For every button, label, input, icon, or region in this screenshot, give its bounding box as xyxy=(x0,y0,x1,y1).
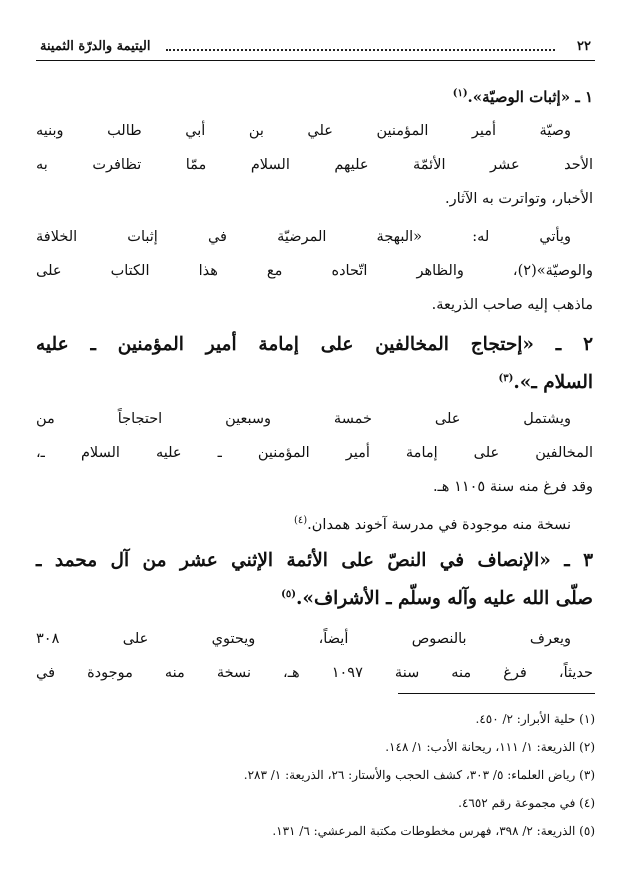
footnote-item: (١) حلية الأبرار: ٢/ ٤٥٠. xyxy=(475,712,595,726)
line-text: ١ ـ «إثبات الوصيّة». xyxy=(467,88,593,106)
line-text: الأخبار، وتواترت به الآثار. xyxy=(445,191,593,207)
text-line xyxy=(36,622,593,656)
line-text: صلّى الله عليه وآله وسلّم ـ الأشراف». xyxy=(295,588,593,609)
text-line xyxy=(36,80,593,114)
footnotes xyxy=(36,705,595,845)
line-text: وصيّة أمير المؤمنين علي بن أبي طالب وبنيه xyxy=(36,123,571,139)
text-line xyxy=(36,436,593,470)
footnote-marker: (١) xyxy=(452,88,468,99)
text-line xyxy=(36,148,593,182)
text-line xyxy=(36,580,593,618)
header-rule xyxy=(36,60,595,61)
header-dot-leader xyxy=(166,49,555,51)
page-number: ٢٢ xyxy=(577,39,591,54)
line-text: والوصيّة»(٢)، والظاهر اتّحاده مع هذا الكتاب على xyxy=(36,263,593,279)
line-text: الأحد عشر الأئمّة عليهم السلام ممّا تظافرت به xyxy=(36,157,593,173)
running-header xyxy=(36,36,595,58)
text-line xyxy=(36,508,593,542)
line-text: نسخة منه موجودة في مدرسة آخوند همدان. xyxy=(307,517,571,533)
line-text: ويشتمل على خمسة وسبعين احتجاجاً من xyxy=(36,411,571,427)
line-text: ويعرف بالنصوص أيضاً، ويحتوي على ٣٠٨ xyxy=(36,631,571,647)
footnote-item: (٤) في مجموعة رقم ٤٦٥٢. xyxy=(458,796,595,810)
footnote-marker: (٥) xyxy=(281,588,296,600)
text-line xyxy=(36,288,593,322)
text-line xyxy=(36,470,593,504)
line-text: ماذهب إليه صاحب الذريعة. xyxy=(431,297,593,313)
text-line xyxy=(36,182,593,216)
line-text: المخالفين على إمامة أمير المؤمنين ـ عليه السلام ـ، xyxy=(36,445,593,461)
footnote-item: (٢) الذريعة: ١/ ١١١، ريحانة الأدب: ١/ ١٤٨. xyxy=(385,740,595,754)
line-text: ٣ ـ «الإنصاف في النصّ على الأئمة الإثني عشر من آل محمد ـ xyxy=(36,550,593,571)
text-line xyxy=(36,220,593,254)
header-title: اليتيمة والدرّة الثمينة xyxy=(40,39,151,54)
line-text: ويأتي له: «البهجة المرضيّة في إثبات الخلافة xyxy=(36,229,571,245)
text-line xyxy=(36,542,593,580)
footnote-marker: (٤) xyxy=(293,515,308,527)
line-text: السلام ـ». xyxy=(513,372,593,393)
footnote-separator xyxy=(398,693,595,694)
text-line xyxy=(36,402,593,436)
main-text xyxy=(36,80,593,690)
footnote-item: (٥) الذريعة: ٢/ ٣٩٨، فهرس مخطوطات مكتبة المرعشي: ٦/ ١٣١. xyxy=(272,824,595,838)
text-line xyxy=(36,364,593,402)
text-line xyxy=(36,114,593,148)
footnote-item: (٣) رياض العلماء: ٥/ ٣٠٣، كشف الحجب والأستار: ٢٦، الذريعة: ١/ ٢٨٣. xyxy=(243,768,595,782)
line-text: وقد فرغ منه سنة ١١٠٥ هـ. xyxy=(432,479,593,495)
text-line xyxy=(36,254,593,288)
text-line xyxy=(36,326,593,364)
footnote-marker: (٣) xyxy=(498,372,514,384)
line-text: حديثاً، فرغ منه سنة ١٠٩٧ هـ، نسخة منه موجودة في xyxy=(36,665,593,681)
text-line xyxy=(36,656,593,690)
line-text: ٢ ـ «إحتجاج المخالفين على إمامة أمير المؤمنين ـ عليه xyxy=(36,334,593,355)
